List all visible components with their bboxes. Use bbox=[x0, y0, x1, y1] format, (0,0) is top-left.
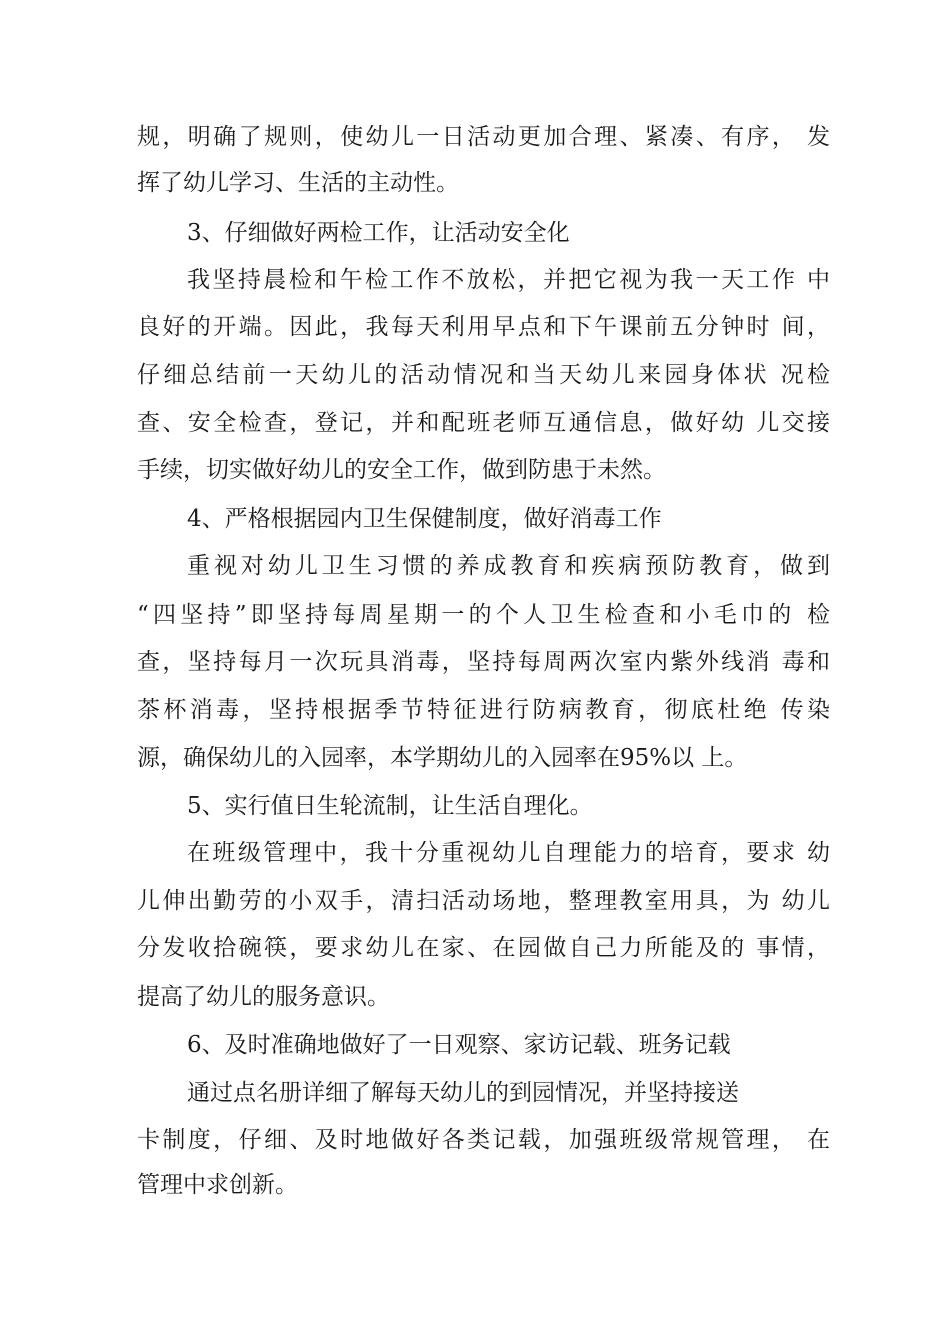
body-text-line: 仔细总结前一天幼儿的活动情况和当天幼儿来园身体状 况检 bbox=[137, 362, 830, 388]
section-heading-3: 3、仔细做好两检工作，让活动安全化 bbox=[187, 220, 570, 246]
body-text-line: 卡制度，仔细、及时地做好各类记载，加强班级常规管理， 在 bbox=[137, 1127, 830, 1153]
section-heading-5: 5、实行值日生轮流制，让生活自理化。 bbox=[187, 793, 593, 819]
body-text-line: 良好的开端。因此，我每天利用早点和下午课前五分钟时 间， bbox=[137, 314, 830, 340]
body-text-line: 查、安全检查，登记，并和配班老师互通信息，做好幼 儿交接 bbox=[137, 410, 830, 436]
body-text-line: 儿伸出勤劳的小双手，清扫活动场地，整理教室用具，为 幼儿 bbox=[137, 888, 830, 914]
body-text-line: 查，坚持每月一次玩具消毒，坚持每周两次室内紫外线消 毒和 bbox=[137, 649, 830, 675]
body-text-line: 管理中求创新。 bbox=[137, 1172, 298, 1198]
body-text-line: “四坚持”即坚持每周星期一的个人卫生检查和小毛巾的 检 bbox=[137, 602, 830, 628]
body-text-line: 茶杯消毒，坚持根据季节特征进行防病教育，彻底杜绝 传染 bbox=[137, 697, 830, 723]
section-heading-6: 6、及时准确地做好了一日观察、家访记载、班务记载 bbox=[187, 1032, 731, 1058]
paragraph-first-line: 在班级管理中，我十分重视幼儿自理能力的培育，要求 幼 bbox=[187, 840, 830, 866]
body-text-line: 规，明确了规则，使幼儿一日活动更加合理、紧凑、有序， 发 bbox=[137, 124, 830, 150]
body-text-line: 提高了幼儿的服务意识。 bbox=[137, 984, 390, 1010]
body-text-line: 源，确保幼儿的入园率，本学期幼儿的入园率在95%以 上。 bbox=[137, 745, 748, 771]
paragraph-first-line: 重视对幼儿卫生习惯的养成教育和疾病预防教育，做到 bbox=[187, 553, 830, 579]
body-text-line: 挥了幼儿学习、生活的主动性。 bbox=[137, 170, 459, 196]
body-text-line: 手续，切实做好幼儿的安全工作，做到防患于未然。 bbox=[137, 457, 666, 483]
section-heading-4: 4、严格根据园内卫生保健制度，做好消毒工作 bbox=[187, 506, 662, 532]
paragraph-first-line: 通过点名册详细了解每天幼儿的到园情况，并坚持接送 bbox=[187, 1080, 739, 1106]
body-text-line: 分发收拾碗筷，要求幼儿在家、在园做自己力所能及的 事情， bbox=[137, 935, 830, 961]
paragraph-first-line: 我坚持晨检和午检工作不放松，并把它视为我一天工作 中 bbox=[187, 267, 830, 293]
